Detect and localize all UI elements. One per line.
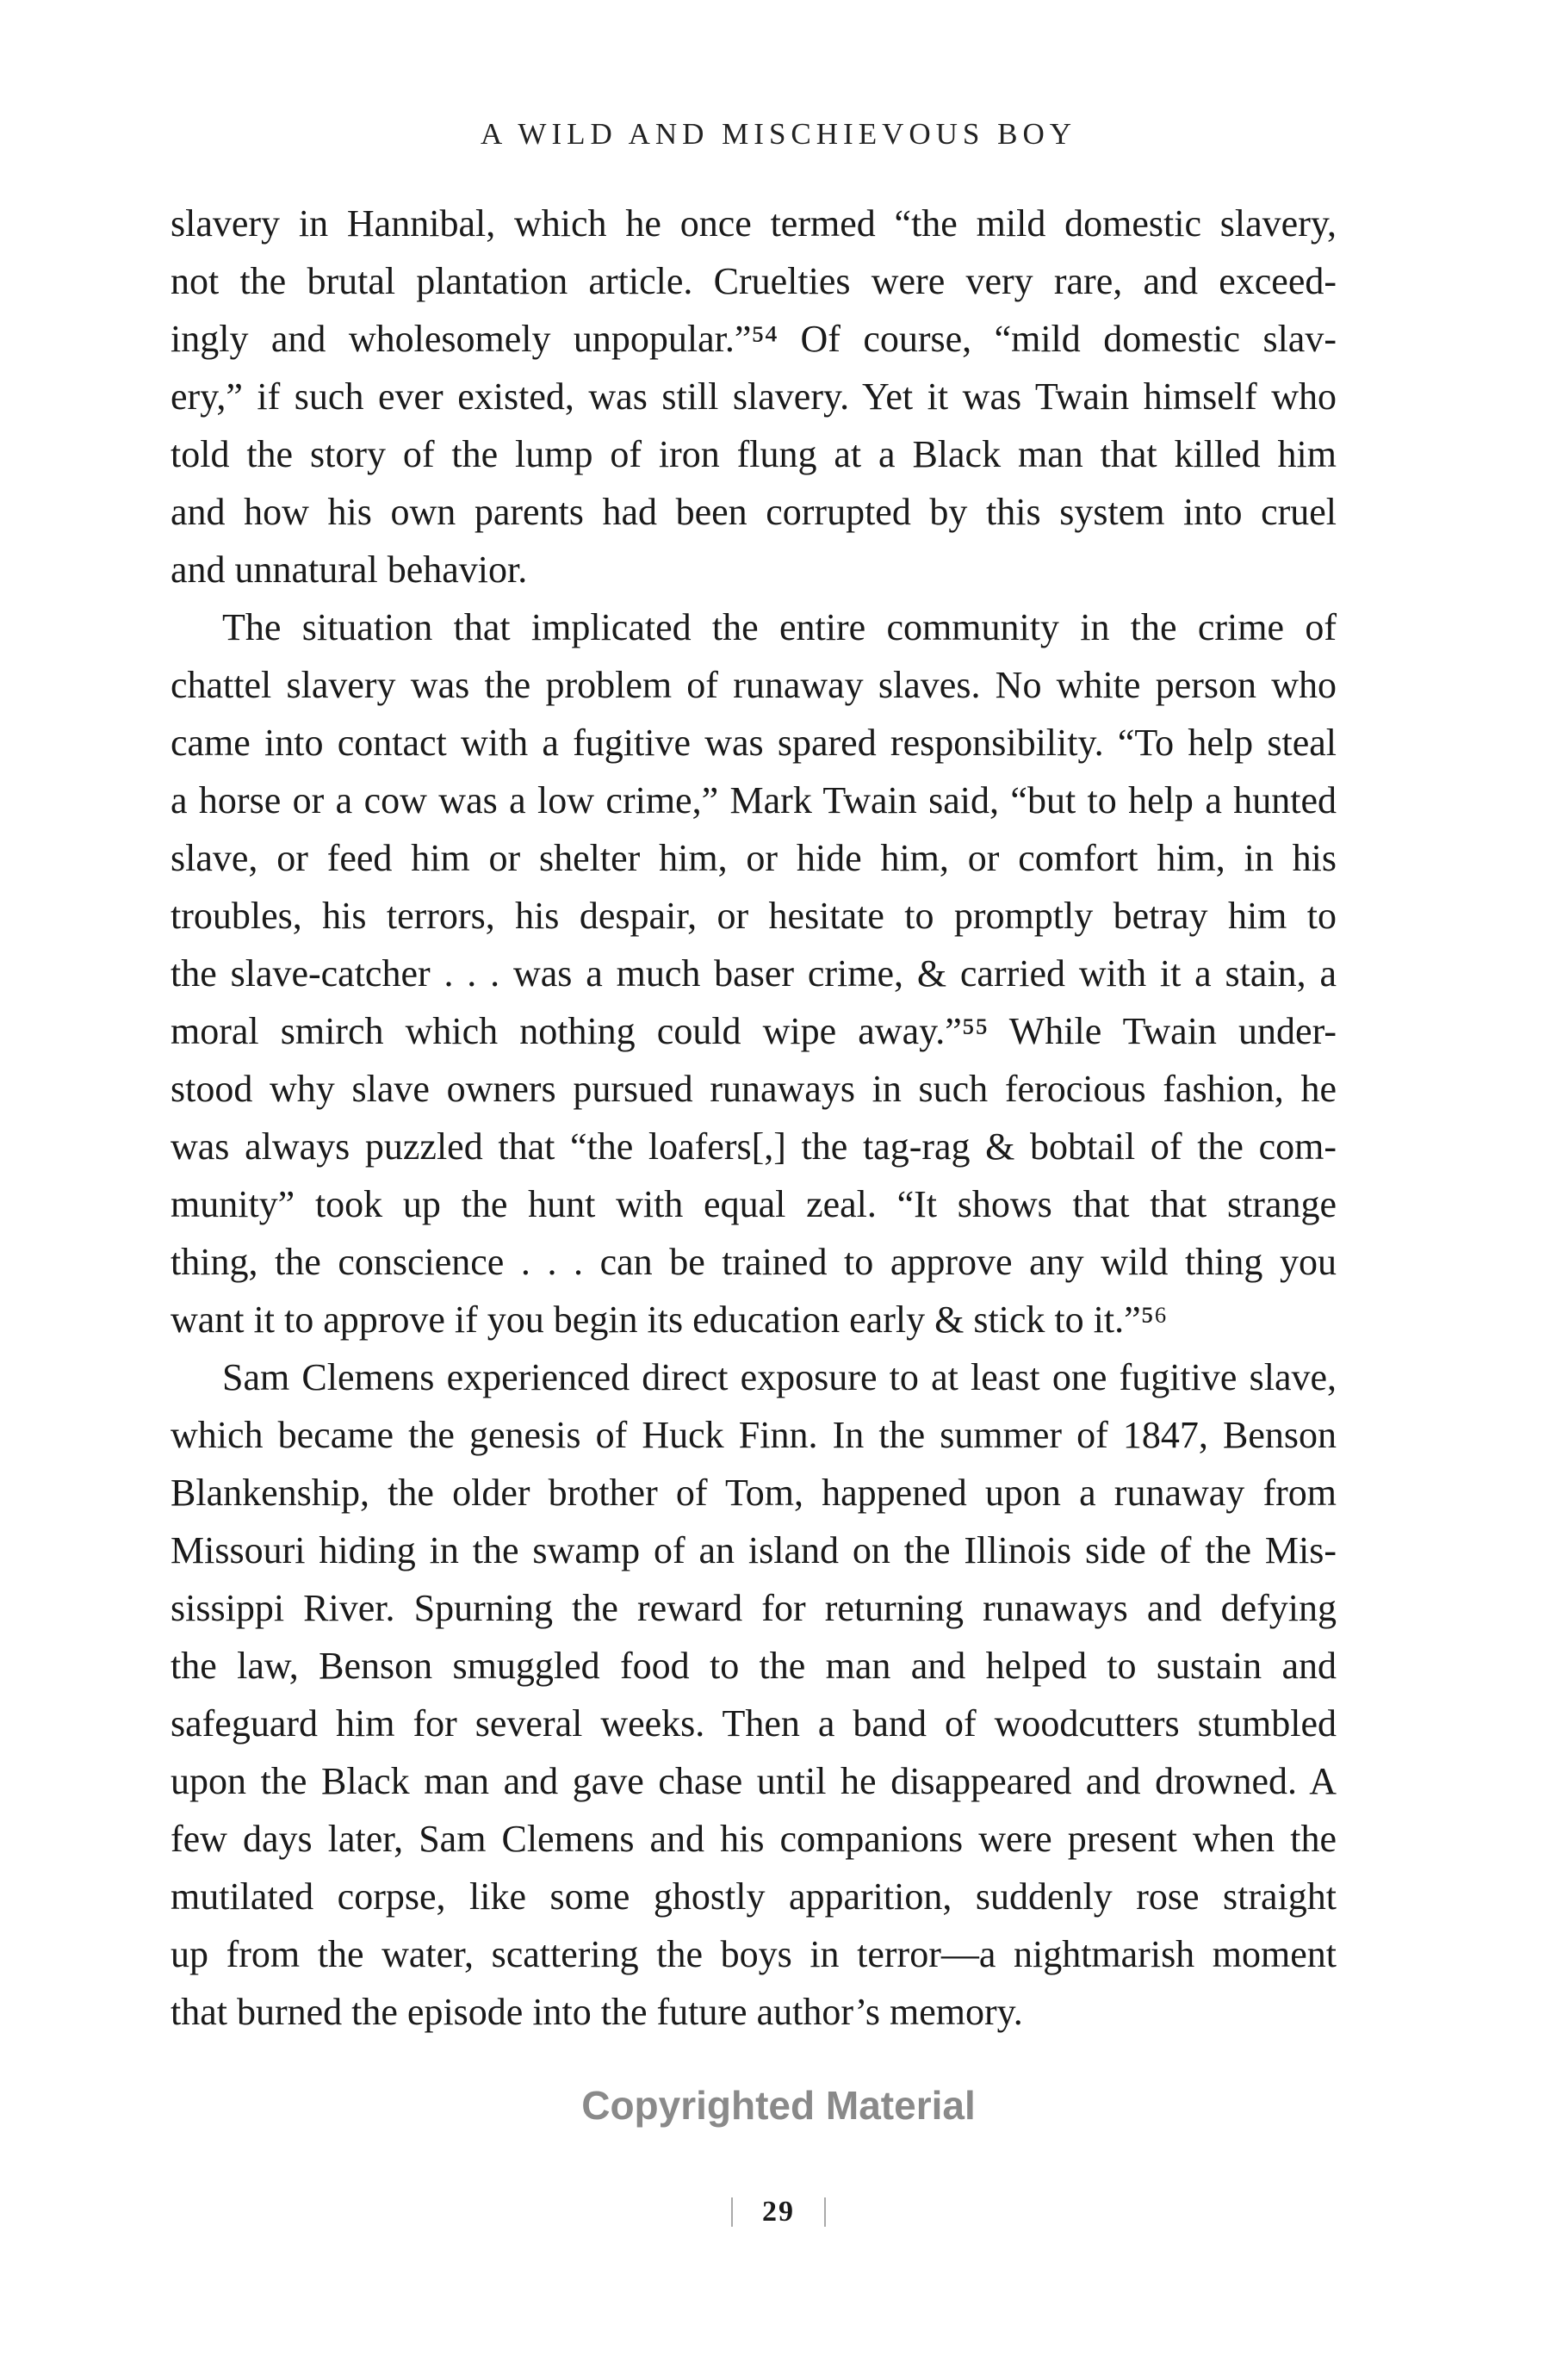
text-line: Blankenship, the older brother of Tom, happened upon a runaway from: [171, 1472, 1337, 1514]
text-line: slave, or feed him or shelter him, or hide him, or comfort him, in his: [171, 837, 1337, 879]
text-line: mutilated corpse, like some ghostly apparition, suddenly rose straight: [171, 1875, 1337, 1918]
text-line: the slave-catcher . . . was a much baser crime, & carried with it a stain, a: [171, 952, 1337, 995]
folio-left-rule: [731, 2197, 733, 2227]
text-line: came into contact with a fugitive was spared responsibility. “To help steal: [171, 722, 1337, 764]
text-line: chattel slavery was the problem of runaway slaves. No white person who: [171, 664, 1337, 706]
running-head: A WILD AND MISCHIEVOUS BOY: [480, 117, 1077, 151]
text-line: not the brutal plantation article. Cruelties were very rare, and exceed-: [171, 260, 1337, 302]
text-line: moral smirch which nothing could wipe away.”⁵⁵ While Twain under-: [171, 1010, 1337, 1052]
text-line: upon the Black man and gave chase until he disappeared and drowned. A: [171, 1760, 1337, 1802]
text-line: Sam Clemens experienced direct exposure to at least one fugitive slave,: [222, 1356, 1337, 1398]
text-line: few days later, Sam Clemens and his companions were present when the: [171, 1818, 1337, 1860]
folio-right-rule: [824, 2197, 826, 2227]
text-line: up from the water, scattering the boys in terror—a nightmarish moment: [171, 1933, 1337, 1975]
text-line: and unnatural behavior.: [171, 549, 528, 591]
text-line: munity” took up the hunt with equal zeal. “It shows that that strange: [171, 1183, 1337, 1225]
text-line: stood why slave owners pursued runaways in such ferocious fashion, he: [171, 1068, 1337, 1110]
copyright-watermark: Copyrighted Material: [581, 2083, 976, 2128]
text-line: sissippi River. Spurning the reward for returning runaways and defying: [171, 1587, 1337, 1629]
text-line: slavery in Hannibal, which he once termed “the mild domestic slavery,: [171, 202, 1337, 245]
page-folio: [0, 2194, 1557, 2228]
text-line: and how his own parents had been corrupted by this system into cruel: [171, 491, 1337, 533]
text-line: told the story of the lump of iron flung at a Black man that killed him: [171, 433, 1337, 475]
text-line: safeguard him for several weeks. Then a band of woodcutters stumbled: [171, 1702, 1337, 1745]
text-line: a horse or a cow was a low crime,” Mark Twain said, “but to help a hunted: [171, 779, 1337, 821]
text-line: that burned the episode into the future author’s memory.: [171, 1991, 1023, 2033]
text-line: was always puzzled that “the loafers[,] the tag-rag & bobtail of the com-: [171, 1125, 1337, 1168]
text-line: Missouri hiding in the swamp of an island on the Illinois side of the Mis-: [171, 1529, 1337, 1571]
text-line: ingly and wholesomely unpopular.”⁵⁴ Of course, “mild domestic slav-: [171, 318, 1337, 360]
text-line: ery,” if such ever existed, was still slavery. Yet it was Twain himself who: [171, 375, 1337, 418]
text-line: thing, the conscience . . . can be trained to approve any wild thing you: [171, 1241, 1337, 1283]
text-line: want it to approve if you begin its education early & stick to it.”⁵⁶: [171, 1298, 1168, 1341]
page-number: 29: [762, 2196, 795, 2228]
text-line: troubles, his terrors, his despair, or hesitate to promptly betray him to: [171, 895, 1337, 937]
text-line: which became the genesis of Huck Finn. In the summer of 1847, Benson: [171, 1414, 1337, 1456]
text-line: the law, Benson smuggled food to the man and helped to sustain and: [171, 1645, 1337, 1687]
text-line: The situation that implicated the entire community in the crime of: [222, 606, 1337, 648]
body-text: [171, 195, 1337, 2041]
